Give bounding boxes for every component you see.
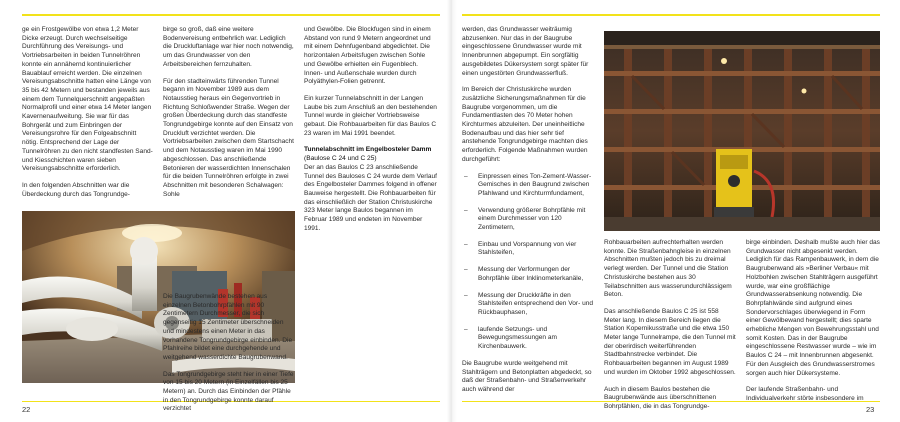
page-number-right: 23 — [866, 405, 875, 414]
paragraph: werden, das Grundwasser weiträumig abzusenken. Nur das in der Baugrube eingeschlossene Grundwasser wurde mit Innenbrunnen abgepumpt. Ein sorgfältig ausgebildetes Dükersystem sorgt später für einen ungestörten Grundwasserfluß. — [462, 26, 589, 77]
list-item: – Einpressen eines Ton-Zement-Wasser-Gemisches in den Baugrund zwischen Pfahlwand und Kirchturmfundament, — [462, 173, 595, 199]
right-column-3-text — [746, 239, 880, 404]
paragraph: Das anschließende Baulos C 25 ist 558 Meter lang. In diesem Bereich liegen die Station Kopernikusstraße und die etwa 150 Meter lange Tunnelrampe, die den Tunnel mit der oberirdisch weiterführenden Stadtbahnstrecke verbindet. Die Rohbauarbeiten begannen im August 1989 und wurden im Oktober 1992 abgeschlossen. — [604, 307, 736, 376]
list-item: – Messung der Druckkräfte in den Stahlsteifen entsprechend den Vor- und Rückbauphasen, — [462, 292, 595, 318]
paragraph: Der an das Baulos C 23 anschließende Tunnel des Bauloses C 24 wurde dem Verlauf des Engelbosteler Dammes folgend in offener Bauweise hergestellt. Die Rohbauarbeiten für das einschließlich der Station Christuskirche 323 Meter lange Baulos begannen im Februar 1989 und endeten im November 1991. — [304, 163, 437, 232]
paragraph: Ein kurzer Tunnelabschnitt in der Langen Laube bis zum Anschluß an den bestehenden Tunnel wurde in gleicher Vortriebsweise gebaut. Die Rohbauarbeiten für das Baulos C 23 waren im Mai 1991 beendet. — [304, 94, 437, 137]
list-item: – Einbau und Vorspannung von vier Stahlsteifen, — [462, 241, 595, 258]
list-item: – Messung der Verformungen der Bohrpfähle über Inklinometerkanäle, — [462, 266, 595, 283]
left-column-2-text — [163, 26, 295, 199]
paragraph: ge ein Frostgewölbe von etwa 1,2 Meter Dicke erzeugt. Durch wechselseitige Durchführung des Vereisungs- und Vortriebsarbeiten in beiden Tunnelröhren konnte ein annähernd kontinuierlicher Bauablauf erreicht werden. Die einzelnen Vereisungsabschnitte hatten eine Länge von 35 bis 42 Metern und bestanden jeweils aus einem dem Tunnelquerschnitt angepaßten Normalprofil und einer etwa 14 Meter langen Kavernenaufweitung. Sie war für das Bohrgerät und zum Einbringen der Vereisungsrohre für den Folgeabschnitt nötig. Entsprechend der Lage der Tunnelröhren zu den nicht standfesten Sand- und Kiesschichten waren sieben Vereisungsabschnitte erforderlich. — [22, 26, 153, 173]
paragraph: Die Baugrubenwände bestehen aus einzelnen Betonbohrpfählen mit 90 Zentimetern Durchmesser, die sich gegenseitig 15 Zentimeter überschneiden und mindestens einen Meter in das vorhandene Tongrundgebirge einbinden. Die Pfahlreihe bildet eine durchgehende und weitgehend wasserdichte Baugrubenwand. — [163, 293, 293, 361]
left-column-1-text — [22, 26, 154, 199]
right-column-1-text — [462, 26, 595, 395]
paragraph: Für den stadteinwärts führenden Tunnel begann im November 1989 aus dem Notausstieg heraus ein Gegenvortrieb in Richtung Schloßwender Straße. Wegen der großen Überdeckung durch das standfeste Tongrundgebirge konnte auf den Einsatz von Druckluft verzichtet werden. Die Vortriebsarbeiten zwischen dem Startschacht und dem Notausstieg waren im Mai 1990 abgeschlossen. Das anschließende Betonieren der wasserdichten Innenschalen für die beiden Tunnelröhren erfolgte in zwei Abschnitten mit besonderen Schalwagen: Sohle — [163, 77, 295, 198]
paragraph: In den folgenden Abschnitten war die Überdeckung durch das Tongrundge- — [22, 181, 130, 198]
section-heading — [304, 146, 437, 163]
list-item: – laufende Setzungs- und Bewegungsmessungen am Kirchenbauwerk. — [462, 326, 595, 352]
top-rule-right — [462, 14, 880, 16]
left-column-2-bottom-text — [163, 293, 295, 414]
top-rule-left — [22, 14, 440, 16]
paragraph: und Gewölbe. Die Blockfugen sind in einem Abstand von rund 9 Metern angeordnet und mit einem Dehnfugenband abgedichtet. Die horizontalen Arbeitsfugen zwischen Sohle und Gewölbe erhielten ein Fugenblech. Innen- und Außenschale wurden durch Polyäthylen-Folien getrennt. — [304, 26, 431, 86]
list-item: – Verwendung größerer Bohrpfähle mit einem Durchmesser von 120 Zentimetern, — [462, 207, 595, 233]
excavation-pit-image — [604, 31, 880, 231]
paragraph: Im Bereich der Christuskirche wurden zusätzliche Sicherungsmaßnahmen für die Baugrube vorgenommen, um die Fundamentlasten des 70 Meter hohen Kirchturmes abzuleiten. Der uneinheitliche Bodenaufbau und das hier sehr tief anstehende Tongrundgebirge machten dies erforderlich. Folgende Maßnahmen wurden durchgeführt: — [462, 86, 588, 163]
paragraph: birge so groß, daß eine weitere Bodenvereisung entbehrlich war. Lediglich die Druckluftanlage war hier noch notwendig, um das Grundwasser von den Arbeitsbereichen fernzuhalten. — [163, 26, 294, 68]
page-gutter — [447, 0, 457, 422]
paragraph: Rohbauarbeiten aufrechterhalten werden konnte. Die Straßenbahngleise in einzelnen Abschnitten mußten jedoch bis zu dreimal verlegt werden. Der Tunnel und die Station Christuskirche bestehen aus 30 Teilabschnitten aus wasserundurchlässigem Beton. — [604, 239, 732, 299]
paragraph: Das Tongrundgebirge steht hier in einer Tiefe von 15 bis 20 Metern (in Einzelfällen bis 25 Metern) an. Durch das Einbinden der Pfähle in den Tongrundgebirge konnte darauf verzichtet — [163, 370, 294, 413]
excavation-pit-photo — [604, 31, 880, 231]
paragraph: Auch in diesem Baulos bestehen die Baugrubenwände aus überschnittenen Bohrpfählen, die in das Tongrundge- — [604, 385, 717, 410]
paragraph: Der laufende Straßenbahn- und Individualverkehr störte insbesondere im — [746, 386, 864, 402]
measures-list — [462, 173, 595, 352]
paragraph: birge einbinden. Deshalb mußte auch hier das Grundwasser nicht abgesenkt werden. Lediglich für das Rampenbauwerk, in dem die Baugrubenwand als »Berliner Verbau« mit Holzbohlen zwischen Stahlträgern ausgeführt wurde, war eine großflächige Grundwasserabsenkung notwendig. Die Bohrpfahlwände sind aufgrund eines Sondervorschlages überwiegend in Form einer Gewölbewand hergestellt; dies sparte erhebliche Mengen von Bewehrungsstahl und somit Kosten. Das in der Baugrube eingeschlossene Restwasser wurde – wie im Baulos C 24 – mit Innenbrunnen abgesenkt. Für den Ausgleich des Grundwasserstromes sorgen auch hier Dükersysteme. — [746, 239, 880, 377]
right-column-2-text — [604, 239, 737, 412]
left-column-3-text — [304, 26, 437, 241]
section-heading-suffix: (Baulose C 24 und C 25) — [304, 155, 377, 163]
page-number-left: 22 — [22, 405, 31, 414]
section-heading-title: Tunnelabschnitt im Engelbosteler Damm — [304, 146, 432, 154]
paragraph: Die Baugrube wurde weitgehend mit Stahlträgern und Betonplatten abgedeckt, so daß der Straßenbahn- und Straßenverkehr auch während der — [462, 359, 592, 393]
